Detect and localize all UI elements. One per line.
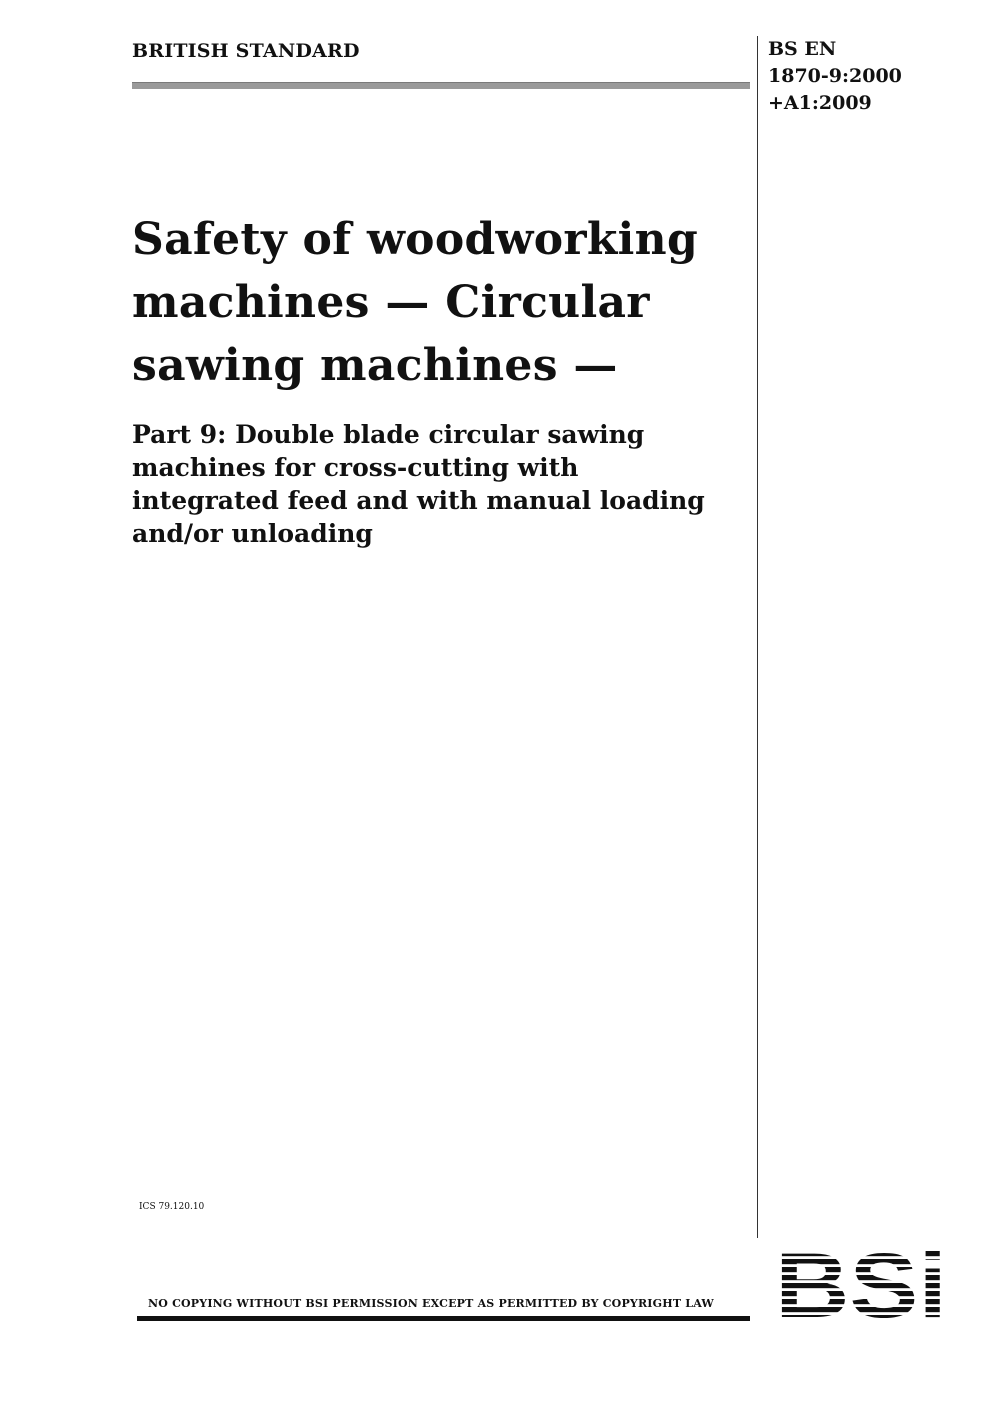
ics-code: ICS 79.120.10 (139, 1202, 205, 1212)
part-title-line: and/or unloading (132, 519, 373, 548)
standard-number (768, 36, 902, 117)
standard-number-line: BS EN (768, 38, 837, 60)
vertical-divider (757, 36, 758, 1238)
copyright-notice: NO COPYING WITHOUT BSI PERMISSION EXCEPT AS PERMITTED BY COPYRIGHT LAW (148, 1297, 714, 1310)
footer-rule (137, 1316, 750, 1321)
part-title-line: integrated feed and with manual loading (132, 486, 705, 515)
main-title-line: sawing machines — (132, 340, 618, 391)
standard-number-line: +A1:2009 (768, 92, 872, 114)
main-title (132, 208, 742, 397)
main-title-line: machines — Circular (132, 277, 650, 328)
part-title (132, 418, 742, 550)
series-label: BRITISH STANDARD (132, 40, 360, 62)
header-rule (132, 82, 750, 89)
part-title-line: machines for cross-cutting with (132, 453, 579, 482)
part-title-line: Part 9: Double blade circular sawing (132, 420, 645, 449)
bsi-logo (773, 1243, 949, 1323)
standard-number-line: 1870-9:2000 (768, 65, 902, 87)
main-title-line: Safety of woodworking (132, 214, 699, 265)
